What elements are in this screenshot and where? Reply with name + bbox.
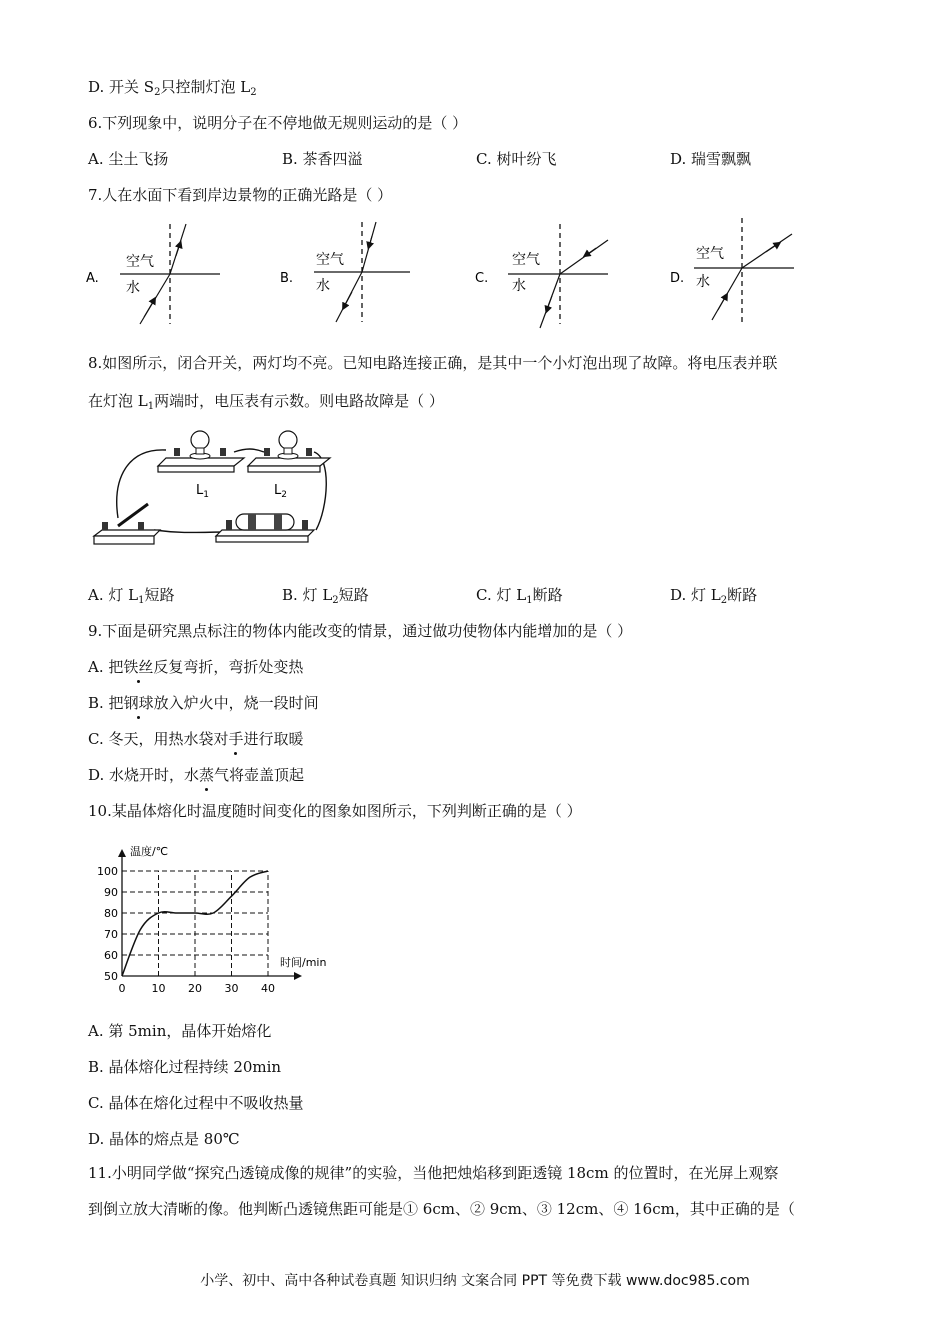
- q8-option-b: B. 灯 $L_2$短路: [282, 586, 369, 606]
- q9-option-a: A. 把铁丝反复弯折，弯折处变热: [88, 658, 304, 676]
- lamp-l2-label: L: [274, 483, 282, 498]
- q7-label-d: D.: [670, 271, 685, 286]
- q10-option-c: C. 晶体在熔化过程中不吸收热量: [88, 1094, 304, 1112]
- q7-water-label-c: 水: [512, 278, 526, 294]
- lamp-l1-subscript: 1: [203, 490, 209, 500]
- y-axis-arrow: [118, 849, 126, 857]
- q7-stem: 7.人在水面下看到岸边景物的正确光路是（ ）: [88, 186, 393, 204]
- q7-air-label-a: 空气: [126, 254, 154, 270]
- q8-option-d: D. 灯 $L_2$断路: [670, 586, 758, 606]
- q9-option-d: D. 水烧开时，水蒸气将壶盖顶起: [88, 766, 305, 784]
- q9-stem: 9.下面是研究黑点标注的物体内能改变的情景，通过做功使物体内能增加的是（ ）: [88, 622, 633, 640]
- y-tick-label: 100: [97, 865, 118, 878]
- y-tick-label: 60: [104, 949, 118, 962]
- y-tick-label: 50: [104, 970, 118, 983]
- svg-text:L2: [274, 483, 287, 500]
- q7-air-label-d: 空气: [696, 246, 724, 262]
- q6-option-a: A. 尘土飞扬: [88, 150, 169, 168]
- q10-option-a: A. 第 5min，晶体开始熔化: [88, 1022, 272, 1040]
- q8-stem-line2: 在灯泡 $L_1$两端时，电压表有示数。则电路故障是（ ）: [88, 392, 444, 412]
- page-footer: 小学、初中、高中各种试卷真题 知识归纳 文案合同 PPT 等免费下载 www.doc985.com: [200, 1273, 750, 1289]
- q6-stem: 6.下列现象中，说明分子在不停地做无规则运动的是（ ）: [88, 114, 468, 132]
- svg-text:L1: [196, 483, 209, 500]
- q6-option-d: D. 瑞雪飘飘: [670, 150, 752, 168]
- q7-diagram-c: [475, 224, 608, 328]
- q6-option-c: C. 树叶纷飞: [476, 150, 557, 168]
- q10-temperature-chart: [90, 836, 350, 1002]
- x-tick-label: 20: [188, 982, 202, 995]
- q6-option-b: B. 茶香四溢: [282, 150, 363, 168]
- q7-water-label-a: 水: [126, 280, 140, 296]
- q11-line1: 11.小明同学做“探究凸透镜成像的规律”的实验，当他把烛焰移到距透镜 18cm 的位置时，在光屏上观察: [88, 1164, 779, 1182]
- y-axis-label: 温度/℃: [130, 845, 169, 858]
- switch: [94, 504, 160, 544]
- q11-line2: 到倒立放大清晰的像。他判断凸透镜焦距可能是① 6cm、② 9cm、③ 12cm、④ 16cm，其中正确的是（: [88, 1200, 795, 1218]
- q8-circuit-diagram: [88, 418, 348, 552]
- lamp-l1: [158, 431, 244, 500]
- q8-option-a: A. 灯 $L_1$短路: [88, 586, 175, 606]
- y-tick-label: 90: [104, 886, 118, 899]
- q10-option-d: D. 晶体的熔点是 80℃: [88, 1130, 240, 1148]
- q7-light-path-diagrams: [80, 218, 840, 333]
- x-axis-arrow: [294, 972, 302, 980]
- x-tick-label: 40: [261, 982, 275, 995]
- q7-air-label-c: 空气: [512, 252, 540, 268]
- y-tick-label: 70: [104, 928, 118, 941]
- x-tick-label: 10: [151, 982, 166, 995]
- q7-water-label-d: 水: [696, 274, 710, 290]
- lamp-l1-label: L: [196, 483, 204, 498]
- q8-option-c: C. 灯 $L_1$断路: [476, 586, 563, 606]
- q10-option-b: B. 晶体熔化过程持续 20min: [88, 1058, 282, 1076]
- q7-label-a: A.: [86, 271, 99, 286]
- q7-diagram-d: [670, 218, 794, 322]
- q5-option-d: D. 开关 $S_2$只控制灯泡 $L_2$: [88, 78, 257, 98]
- q10-stem: 10.某晶体熔化时温度随时间变化的图象如图所示，下列判断正确的是（ ）: [88, 802, 582, 820]
- q7-diagram-a: [86, 224, 220, 324]
- q7-water-label-b: 水: [316, 278, 330, 294]
- battery: [216, 514, 314, 542]
- x-tick-label: 0: [118, 982, 126, 995]
- q7-air-label-b: 空气: [316, 252, 344, 268]
- x-axis-label: 时间/min: [280, 956, 327, 969]
- lamp-l2: [248, 431, 330, 500]
- y-tick-label: 80: [104, 907, 118, 920]
- q7-diagram-b: [280, 222, 410, 322]
- q9-option-b: B. 把钢球放入炉火中，烧一段时间: [88, 694, 319, 712]
- q9-option-c: C. 冬天，用热水袋对手进行取暖: [88, 730, 304, 748]
- x-tick-label: 30: [224, 982, 239, 995]
- q8-stem-line1: 8.如图所示，闭合开关，两灯均不亮。已知电路连接正确，是其中一个小灯泡出现了故障。将电压表并联: [88, 354, 778, 372]
- q7-label-c: C.: [475, 271, 489, 286]
- q7-label-b: B.: [280, 271, 294, 286]
- lamp-l2-subscript: 2: [281, 490, 287, 500]
